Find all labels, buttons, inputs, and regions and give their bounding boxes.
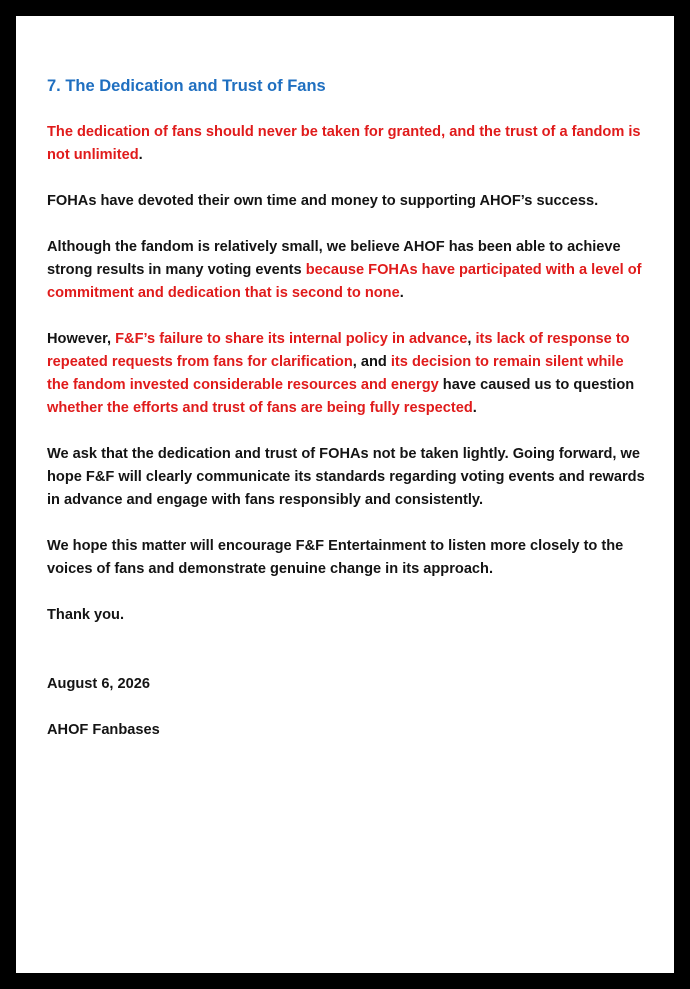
paragraph-4-emphasis-1: F&F’s failure to share its internal policy in advance — [115, 331, 468, 347]
paragraph-2: FOHAs have devoted their own time and money to supporting AHOF’s success. — [47, 193, 599, 209]
paragraph-4-emphasis-4: whether the efforts and trust of fans are being fully respected — [47, 400, 473, 416]
paragraph-4-emphasis-2: its lack of response to repeated requests from fans for clarification — [47, 331, 630, 370]
paragraph-3-text: Although the fandom is relatively small, we believe AHOF has been able to achieve strong results in many voting events — [47, 239, 621, 278]
paragraph-4-intro: However, — [47, 331, 116, 347]
paragraph-5: We ask that the dedication and trust of FOHAs not be taken lightly. Going forward, we hope F&F will clearly communicate its standards regarding voting events and rewards in advance and engage with fans responsibly and consistently. — [47, 446, 645, 508]
paragraph-1 — [47, 121, 647, 167]
spacer — [47, 650, 647, 673]
document-date: August 6, 2026 — [47, 676, 151, 692]
document-page — [16, 16, 674, 973]
paragraph-4 — [47, 328, 647, 420]
paragraph-3 — [47, 236, 647, 305]
paragraph-4-sep-2: , and — [352, 354, 391, 370]
closing-line: Thank you. — [47, 607, 125, 623]
paragraph-1-emphasis: The dedication of fans should never be taken for granted, and the trust of a fandom is not unlimited — [47, 124, 641, 163]
paragraph-3-end: . — [399, 285, 404, 301]
paragraph-3-emphasis: because FOHAs have participated with a level of commitment and dedication that is second to none — [47, 262, 642, 301]
paragraph-4-emphasis-3: its decision to remain silent while the fandom invested considerable resources and energy — [47, 354, 624, 393]
paragraph-4-text: have caused us to question — [438, 377, 635, 393]
paragraph-1-end: . — [138, 147, 143, 163]
document-body — [47, 74, 647, 765]
document-signature: AHOF Fanbases — [47, 722, 160, 738]
section-heading: 7. The Dedication and Trust of Fans — [47, 77, 326, 95]
paragraph-6: We hope this matter will encourage F&F Entertainment to listen more closely to the voices of fans and demonstrate genuine change in its approach. — [47, 538, 624, 577]
paragraph-4-sep-1: , — [467, 331, 476, 347]
paragraph-4-end: . — [472, 400, 477, 416]
